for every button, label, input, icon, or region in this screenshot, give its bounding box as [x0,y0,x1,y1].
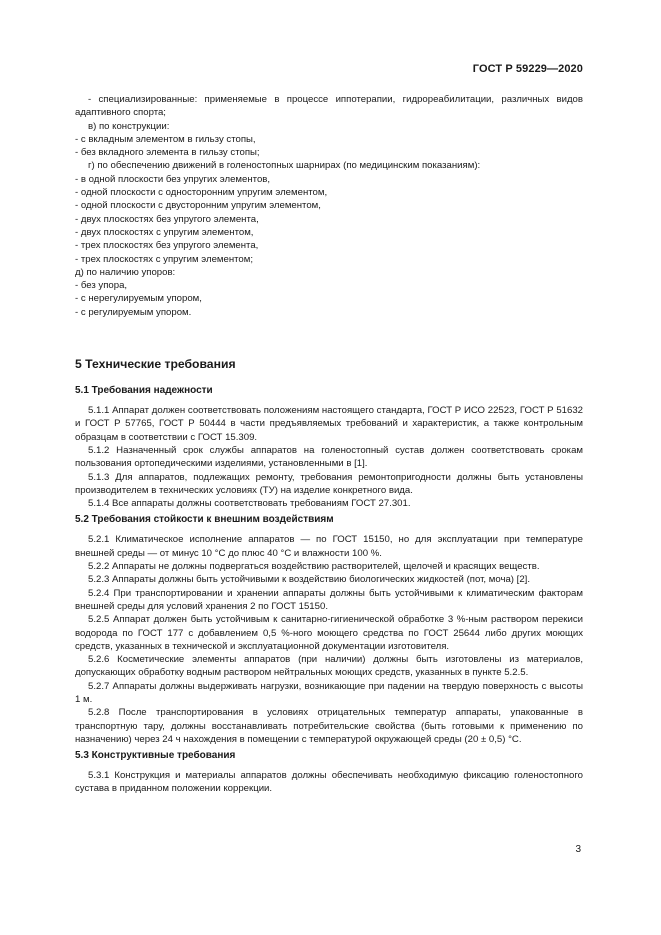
paragraph-5-2-3: 5.2.3 Аппараты должны быть устойчивыми к воздействию биологических жидкостей (пот, моча) [2]. [88,574,530,586]
paragraph-5-2-4: 5.2.4 При транспортировании и хранении аппараты должны быть устойчивыми к климатическим факторам внешней среды для условий хранения 2 по ГОСТ 15150. [75,587,583,612]
list-item: - с нерегулируемым упором, [75,293,202,305]
list-item: - трех плоскостях без упругого элемента, [75,240,259,252]
list-heading-motion: г) по обеспечению движений в голеностопных шарнирах (по медицинским показаниям): [88,160,481,172]
list-item: - без вкладного элемента в гильзу стопы; [75,147,260,159]
list-item-specialized: - специализированные: применяемые в процессе иппотерапии, гидрореабилитации, различных видов адаптивного спорта; [75,94,583,119]
subsection-5-3-title: 5.3 Конструктивные требования [75,750,236,762]
section-5-title: 5 Технические требования [75,357,236,372]
list-item: - в одной плоскости без упругих элементов, [75,173,271,185]
list-heading-stops: д) по наличию упоров: [75,266,176,278]
paragraph-5-2-2: 5.2.2 Аппараты не должны подвергаться воздействию растворителей, щелочей и красящих веществ. [88,561,540,573]
list-item: - одной плоскости с двусторонним упругим элементом, [75,200,321,212]
paragraph-5-1-3: 5.1.3 Для аппаратов, подлежащих ремонту, требования ремонтопригодности должны быть установлены производителем в технических условиях (ТУ) на изделие конкретного вида. [75,471,583,496]
document-body [75,93,583,796]
list-item: - одной плоскости с односторонним упругим элементом, [75,187,328,199]
paragraph-5-1-2: 5.1.2 Назначенный срок службы аппаратов на голеностопный сустав должен соответствовать срокам пользования ортопедическими изделиями, установленными в [1]. [75,444,583,470]
list-item: - двух плоскостях без упругого элемента, [75,213,259,225]
list-item: - трех плоскостях с упругим элементом; [75,253,254,265]
paragraph-5-2-1: 5.2.1 Климатическое исполнение аппаратов — по ГОСТ 15150, но для эксплуатации при температуре внешней среды — от минус 10 °С до плюс 40 °С и влажности 100 %. [75,534,583,559]
document-code-header: ГОСТ Р 59229—2020 [472,63,583,75]
paragraph-5-1-4: 5.1.4 Все аппараты должны соответствовать требованиям ГОСТ 27.301. [88,498,411,510]
list-item: - двух плоскостях с упругим элементом, [75,226,254,238]
subsection-5-2-title: 5.2 Требования стойкости к внешним воздействиям [75,514,334,526]
list-item: - без упора, [75,280,128,292]
paragraph-5-3-1: 5.3.1 Конструкция и материалы аппаратов должны обеспечивать необходимую фиксацию голеностопного сустава в приданном положении коррекции. [75,770,583,795]
paragraph-5-2-6: 5.2.6 Косметические элементы аппаратов (при наличии) должны быть изготовлены из материалов, допускающих обработку водным раствором нейтральных моющих средств, указанных в пункте 5.2.5. [75,654,583,679]
subsection-5-1-title: 5.1 Требования надежности [75,385,213,397]
paragraph-5-2-8: 5.2.8 После транспортирования в условиях отрицательных температур аппараты, упакованные в транспортную тару, должны восстанавливать потребительские свойства (быть готовыми к применению по назначению) через 24 ч нахождения в помещении с температурой окружающей среды (20 ± 0,5) °С. [75,707,583,745]
paragraph-5-1-1: 5.1.1 Аппарат должен соответствовать положениям настоящего стандарта, ГОСТ Р ИСО 22523, ГОСТ Р 51632 и ГОСТ Р 57765, ГОСТ Р 50444 в части предъявляемых требований и характеристик, а также контрольным образцам в соответствии с ГОСТ 15.309. [75,405,583,443]
list-heading-construction: в) по конструкции: [88,120,170,132]
list-item: - с вкладным элементом в гильзу стопы, [75,133,256,145]
page-number: 3 [575,844,581,855]
paragraph-5-2-7: 5.2.7 Аппараты должны выдерживать нагрузки, возникающие при падении на твердую поверхность с высоты 1 м. [75,680,583,705]
paragraph-5-2-5: 5.2.5 Аппарат должен быть устойчивым к санитарно-гигиенической обработке 3 %-ным раствором перекиси водорода по ГОСТ 177 с добавлением 0,5 %-ного моющего средства по ГОСТ 25644 либо других моющих средств, указанных в технической и эксплуатационной документации изготовителя. [75,614,583,652]
list-item: - с регулируемым упором. [75,306,192,318]
